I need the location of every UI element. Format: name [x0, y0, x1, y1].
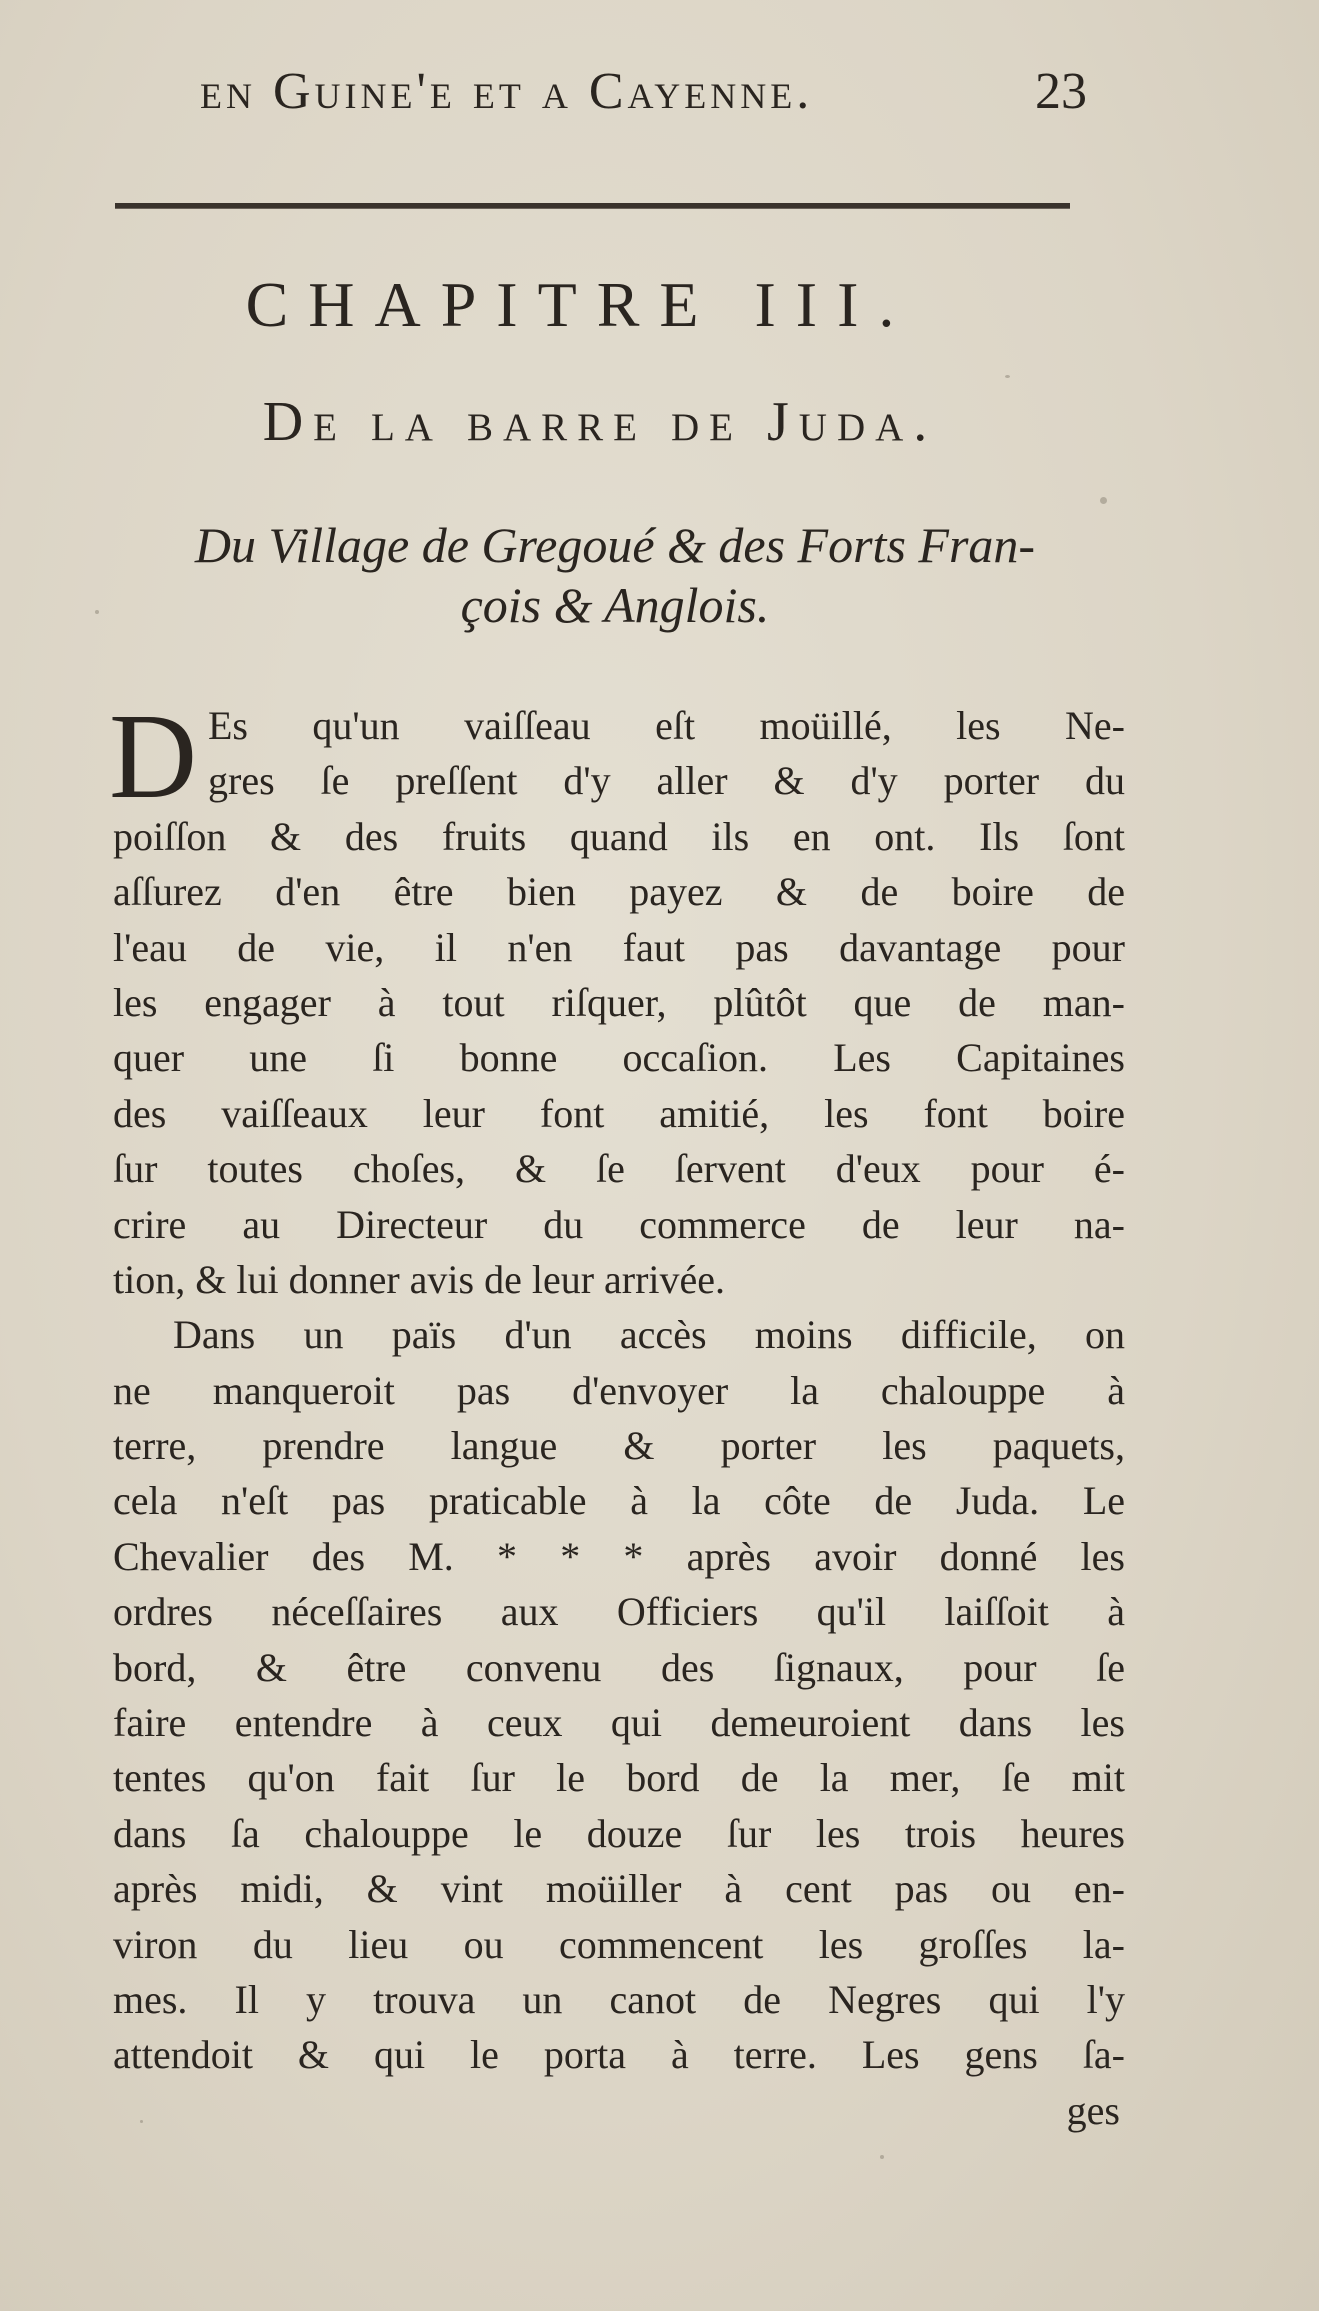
paper-speck — [1005, 375, 1010, 378]
text-line: ne manqueroit pas d'envoyer la chalouppe à — [113, 1367, 1125, 1413]
paper-speck — [1100, 497, 1107, 504]
text-line: bord, & être convenu des ſignaux, pour ſe — [113, 1644, 1125, 1690]
text-line: des vaiſſeaux leur font amitié, les font boire — [113, 1090, 1125, 1136]
running-head — [200, 62, 1087, 132]
drop-cap: D — [109, 689, 198, 824]
header-rule — [115, 203, 1070, 209]
text-line: crire au Directeur du commerce de leur na- — [113, 1201, 1125, 1247]
text-line: après midi, & vint moüiller à cent pas ou en- — [113, 1866, 1125, 1912]
text-line: Es qu'un vaiſſeau eſt moüillé, les Ne- — [208, 703, 1125, 748]
text-line: quer une ſi bonne occaſion. Les Capitaines — [113, 1035, 1125, 1081]
text-line: mes. Il y trouva un canot de Negres qui l'y — [113, 1976, 1125, 2022]
text-line: tentes qu'on fait ſur le bord de la mer, ſe mit — [113, 1755, 1125, 1801]
text-line: tion, & lui donner avis de leur arrivée. — [113, 1256, 726, 1302]
text-line: les engager à tout riſquer, plûtôt que de man- — [113, 979, 1125, 1025]
paper-speck — [880, 2155, 884, 2159]
running-title: en Guine'e et a Cayenne. — [200, 63, 814, 120]
section-subtitle: Du Village de Gregoué & des Forts Fran- çois & Anglois. — [194, 517, 1036, 633]
text-line: poiſſon & des fruits quand ils en ont. Ils ſont — [113, 813, 1125, 859]
text-line: terre, prendre langue & porter les paquets, — [113, 1423, 1125, 1469]
chapter-heading: CHAPITRE III. — [245, 269, 915, 340]
text-line: gres ſe preſſent d'y aller & d'y porter du — [208, 758, 1125, 804]
catchword: ges — [1066, 2087, 1120, 2133]
paper-speck — [140, 2120, 143, 2123]
text-line: Chevalier des M. * * * après avoir donné les — [113, 1533, 1125, 1579]
text-line: dans ſa chalouppe le douze ſur les trois heures — [113, 1810, 1125, 1856]
text-line: Dans un païs d'un accès moins difficile, on — [173, 1312, 1125, 1358]
text-line: ſur toutes choſes, & ſe ſervent d'eux pour é- — [113, 1146, 1125, 1192]
text-line: faire entendre à ceux qui demeuroient dans les — [113, 1700, 1125, 1746]
text-line: attendoit & qui le porta à terre. Les gens ſa- — [113, 2032, 1125, 2078]
text-line: viron du lieu ou commencent les groſſes la- — [113, 1921, 1125, 1967]
text-line: cela n'eſt pas praticable à la côte de Juda. Le — [113, 1478, 1125, 1524]
text-line: l'eau de vie, il n'en faut pas davantage pour — [113, 924, 1125, 970]
page-number: 23 — [1035, 63, 1087, 120]
paper-speck — [95, 610, 99, 614]
text-line: aſſurez d'en être bien payez & de boire de — [113, 869, 1125, 915]
body-text — [109, 689, 1125, 2138]
text-line: ordres néceſſaires aux Officiers qu'il laiſſoit à — [113, 1589, 1125, 1635]
section-title: De la barre de Juda. — [262, 391, 938, 453]
